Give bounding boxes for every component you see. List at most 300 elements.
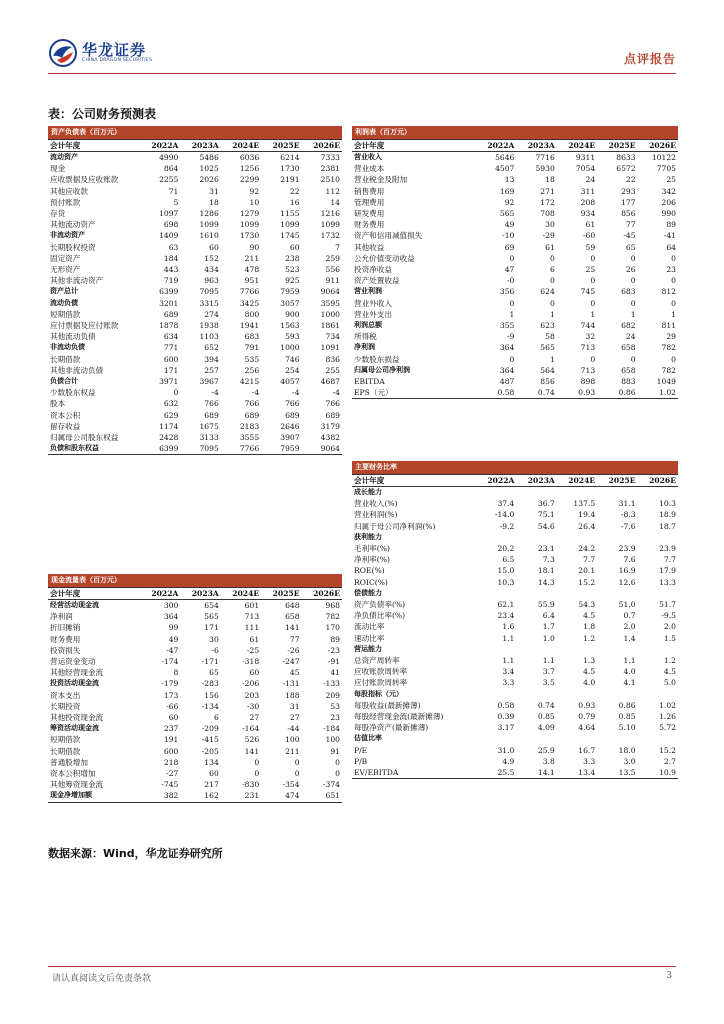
row-label-cell: 留存收益 bbox=[50, 421, 81, 431]
data-table bbox=[352, 139, 678, 399]
value-cell: 0.58 bbox=[476, 387, 516, 399]
value-cell: 3425 bbox=[239, 298, 260, 308]
row-label-cell: 非流动负债 bbox=[50, 343, 85, 352]
value-cell: 32 bbox=[585, 332, 596, 342]
value-cell: 1.2 bbox=[583, 633, 596, 643]
value-cell: 355 bbox=[499, 321, 515, 331]
table-row bbox=[48, 746, 342, 757]
table-title: 现金流量表（百万元） bbox=[48, 574, 342, 587]
header-label-cell: 会计年度 bbox=[48, 588, 140, 600]
value-cell: 7959 bbox=[280, 287, 300, 297]
value-cell: 30 bbox=[209, 634, 219, 644]
value-cell: 719 bbox=[163, 276, 179, 286]
value-cell bbox=[476, 487, 516, 499]
row-label-cell: 资本公积 bbox=[50, 410, 81, 420]
value-cell: 100 bbox=[285, 735, 300, 745]
value-cell: 25 bbox=[666, 175, 676, 185]
value-cell: 16.7 bbox=[578, 745, 596, 755]
balance-sheet-table bbox=[48, 126, 342, 455]
value-cell: 2646 bbox=[280, 421, 300, 431]
value-cell: 141 bbox=[285, 623, 300, 633]
company-logo bbox=[48, 38, 152, 68]
value-cell: 713 bbox=[244, 612, 260, 622]
header-year-cell: 2026E bbox=[302, 588, 342, 600]
table-row bbox=[352, 722, 678, 733]
value-cell bbox=[557, 588, 597, 599]
value-cell: 734 bbox=[325, 332, 340, 342]
table-header-row bbox=[48, 140, 342, 152]
value-cell: -354 bbox=[282, 780, 300, 790]
value-cell: 713 bbox=[580, 343, 596, 353]
header-year-cell: 2025E bbox=[261, 140, 301, 152]
value-cell: -9.5 bbox=[661, 611, 676, 621]
value-cell: 112 bbox=[325, 186, 340, 196]
value-cell: 13 bbox=[504, 175, 515, 185]
row-label-cell: 净利率(%) bbox=[354, 555, 390, 565]
value-cell: 0 bbox=[549, 298, 555, 308]
table-row bbox=[352, 666, 678, 677]
table-row bbox=[352, 745, 678, 756]
row-label-cell: 投资活动现金流 bbox=[50, 679, 99, 688]
value-cell: 134 bbox=[204, 757, 219, 767]
header-year-cell: 2026E bbox=[638, 475, 678, 487]
row-label-cell: 投资净收益 bbox=[354, 265, 392, 275]
value-cell: -4 bbox=[332, 388, 340, 398]
value-cell: 565 bbox=[499, 209, 515, 219]
value-cell: 342 bbox=[661, 186, 676, 196]
value-cell: 654 bbox=[204, 601, 219, 610]
value-cell: 0 bbox=[549, 253, 555, 263]
value-cell: 5486 bbox=[199, 153, 219, 162]
value-cell: 23.9 bbox=[659, 544, 676, 554]
table-row bbox=[352, 588, 678, 599]
value-cell: -4 bbox=[292, 388, 300, 398]
value-cell: 0 bbox=[509, 298, 515, 308]
footer-disclaimer: 请认真阅读文后免责条款 bbox=[52, 974, 152, 984]
table-row bbox=[352, 309, 678, 320]
value-cell: 3907 bbox=[280, 433, 300, 443]
value-cell: 300 bbox=[163, 601, 179, 610]
table-row bbox=[48, 387, 342, 398]
value-cell: 1099 bbox=[320, 220, 340, 230]
value-cell: 3.8 bbox=[542, 756, 555, 766]
value-cell: 782 bbox=[661, 365, 676, 375]
value-cell: 1.3 bbox=[583, 656, 596, 666]
value-cell: -66 bbox=[166, 701, 179, 711]
table-row bbox=[48, 219, 342, 230]
value-cell: 6 bbox=[213, 713, 219, 723]
value-cell: -179 bbox=[161, 679, 179, 689]
table-row bbox=[48, 354, 342, 365]
value-cell: 92 bbox=[249, 186, 260, 196]
value-cell: 55.9 bbox=[537, 600, 555, 610]
value-cell: 22 bbox=[625, 175, 636, 185]
cash-flow-table bbox=[48, 574, 342, 803]
value-cell: 255 bbox=[325, 365, 340, 375]
value-cell: 5.0 bbox=[663, 678, 676, 688]
value-cell: 6036 bbox=[239, 153, 260, 162]
data-table bbox=[48, 139, 342, 455]
row-label-cell: 应付票据及应付账款 bbox=[50, 321, 119, 331]
value-cell: 6 bbox=[549, 265, 555, 275]
header-year-cell: 2022A bbox=[140, 588, 180, 600]
value-cell bbox=[476, 588, 516, 599]
value-cell: 20.1 bbox=[578, 566, 596, 576]
table-row bbox=[352, 174, 678, 185]
value-cell: 10122 bbox=[651, 153, 676, 162]
value-cell: 1.5 bbox=[663, 633, 676, 643]
value-cell bbox=[476, 733, 516, 744]
value-cell: 4.64 bbox=[578, 723, 596, 733]
table-row bbox=[352, 186, 678, 197]
value-cell: 658 bbox=[621, 365, 636, 375]
value-cell: 771 bbox=[163, 343, 179, 353]
value-cell: 951 bbox=[244, 276, 260, 286]
value-cell: 0 bbox=[294, 769, 300, 779]
table-row bbox=[352, 286, 678, 297]
value-cell: 3595 bbox=[320, 298, 340, 308]
value-cell bbox=[597, 532, 637, 543]
value-cell: 1.2 bbox=[663, 656, 676, 666]
row-label-cell: 现金净增加额 bbox=[48, 790, 140, 802]
value-cell: 766 bbox=[325, 399, 340, 409]
table-row bbox=[352, 756, 678, 767]
table-row bbox=[48, 734, 342, 745]
table-row bbox=[352, 275, 678, 286]
row-label-cell: 净负债比率(%) bbox=[354, 611, 406, 621]
row-label-cell: 少数股东损益 bbox=[354, 354, 400, 364]
value-cell: 364 bbox=[163, 612, 179, 622]
row-label-cell: 营业利润(%) bbox=[354, 510, 398, 520]
value-cell: 364 bbox=[499, 343, 515, 353]
value-cell: 0 bbox=[254, 757, 260, 767]
value-cell: 3971 bbox=[159, 377, 179, 387]
value-cell: -374 bbox=[322, 780, 340, 790]
value-cell: 60 bbox=[249, 668, 260, 678]
table-row bbox=[352, 655, 678, 666]
row-label-cell: 普通股增加 bbox=[50, 757, 88, 767]
value-cell: 271 bbox=[540, 186, 555, 196]
value-cell: 526 bbox=[244, 735, 260, 745]
value-cell: 19.4 bbox=[578, 510, 596, 520]
row-label-cell: 营运资金变动 bbox=[50, 657, 96, 667]
row-label-cell: 成长能力 bbox=[354, 488, 382, 496]
value-cell: 1.02 bbox=[638, 387, 678, 399]
value-cell: -184 bbox=[322, 724, 340, 734]
table-row bbox=[352, 767, 678, 779]
data-table bbox=[48, 587, 342, 803]
value-cell: -8.3 bbox=[620, 510, 636, 520]
value-cell: 5.72 bbox=[659, 723, 676, 733]
value-cell: 31.1 bbox=[618, 499, 636, 509]
value-cell: 1732 bbox=[320, 231, 340, 241]
table-row bbox=[48, 667, 342, 678]
value-cell: 0 bbox=[630, 298, 636, 308]
value-cell: -745 bbox=[161, 780, 179, 790]
value-cell: 1000 bbox=[320, 309, 340, 319]
row-label-cell: 速动比率 bbox=[354, 633, 385, 643]
value-cell: 45 bbox=[289, 668, 300, 678]
value-cell: 152 bbox=[204, 253, 219, 263]
value-cell: 169 bbox=[499, 186, 515, 196]
table-row bbox=[48, 197, 342, 208]
value-cell: 5 bbox=[173, 197, 179, 207]
value-cell: -9.2 bbox=[499, 521, 515, 531]
table-row bbox=[48, 600, 342, 612]
value-cell: 0 bbox=[671, 253, 676, 263]
row-label-cell: 研发费用 bbox=[354, 209, 385, 219]
row-label-cell: 长期股权投资 bbox=[50, 242, 96, 252]
value-cell: 14.3 bbox=[537, 577, 555, 587]
value-cell: 3057 bbox=[280, 298, 300, 308]
row-label-cell: 偿债能力 bbox=[354, 588, 382, 597]
row-label-cell: 短期借款 bbox=[50, 735, 81, 745]
row-label-cell: 长期借款 bbox=[50, 746, 81, 756]
value-cell: 25 bbox=[585, 265, 596, 275]
value-cell: 217 bbox=[204, 780, 219, 790]
table-row bbox=[48, 611, 342, 622]
table-row bbox=[352, 298, 678, 309]
value-cell: 1091 bbox=[320, 343, 340, 353]
value-cell: 209 bbox=[325, 690, 340, 700]
row-label-cell: 管理费用 bbox=[354, 197, 385, 207]
value-cell: -131 bbox=[282, 679, 300, 689]
header-year-cell: 2022A bbox=[476, 140, 516, 152]
table-row bbox=[48, 298, 342, 309]
value-cell: 1.02 bbox=[659, 700, 676, 710]
value-cell: 9064 bbox=[320, 287, 340, 297]
table-row bbox=[352, 197, 678, 208]
row-label-cell: 归属母公司净利润 bbox=[354, 365, 410, 374]
table-row bbox=[48, 186, 342, 197]
value-cell: 89 bbox=[330, 634, 340, 644]
table-row bbox=[352, 700, 678, 711]
value-cell: 61 bbox=[545, 242, 555, 252]
value-cell: 156 bbox=[204, 690, 219, 700]
value-cell: 4.0 bbox=[623, 667, 636, 677]
value-cell: -174 bbox=[161, 657, 179, 667]
value-cell: -60 bbox=[582, 231, 596, 241]
row-label-cell: 每股净资产(最新摊薄) bbox=[354, 723, 429, 733]
value-cell: 766 bbox=[204, 399, 219, 409]
value-cell: 218 bbox=[163, 757, 179, 767]
value-cell: -164 bbox=[242, 724, 260, 734]
table-row bbox=[48, 286, 342, 297]
table-row bbox=[48, 264, 342, 275]
value-cell: 689 bbox=[325, 410, 340, 420]
value-cell: 18.9 bbox=[659, 510, 676, 520]
value-cell: 0 bbox=[173, 388, 179, 398]
table-row bbox=[48, 174, 342, 185]
table-row bbox=[48, 376, 342, 387]
value-cell: 211 bbox=[244, 253, 260, 263]
table-row bbox=[352, 387, 678, 399]
row-label-cell: 公允价值变动收益 bbox=[354, 253, 415, 263]
table-row bbox=[352, 532, 678, 543]
value-cell: 632 bbox=[163, 399, 179, 409]
value-cell: 0 bbox=[335, 769, 340, 779]
value-cell: 565 bbox=[204, 612, 219, 622]
value-cell: 64 bbox=[666, 242, 676, 252]
table-row bbox=[352, 498, 678, 509]
table-row bbox=[48, 656, 342, 667]
value-cell: 238 bbox=[285, 253, 300, 263]
value-cell: 689 bbox=[285, 410, 300, 420]
row-label-cell: 财务费用 bbox=[50, 634, 81, 644]
row-label-cell: 其他流动负债 bbox=[50, 332, 96, 342]
value-cell: -6 bbox=[211, 645, 219, 655]
table-row bbox=[48, 421, 342, 432]
table-row bbox=[48, 622, 342, 633]
value-cell: 24 bbox=[585, 175, 596, 185]
value-cell: 51.7 bbox=[659, 600, 676, 610]
value-cell: 1099 bbox=[199, 220, 219, 230]
value-cell bbox=[516, 532, 556, 543]
value-cell: 911 bbox=[325, 276, 340, 286]
value-cell: -25 bbox=[246, 645, 260, 655]
value-cell: 0.86 bbox=[597, 387, 637, 399]
value-cell: 7333 bbox=[320, 153, 340, 162]
row-label-cell: 资产负债率(%) bbox=[354, 600, 406, 610]
table-row bbox=[48, 398, 342, 409]
row-label-cell: 所得税 bbox=[354, 332, 377, 342]
value-cell: 203 bbox=[244, 690, 260, 700]
table-row bbox=[352, 689, 678, 700]
value-cell: 211 bbox=[285, 746, 300, 756]
value-cell bbox=[638, 588, 678, 599]
value-cell: 27 bbox=[249, 713, 260, 723]
value-cell: 77 bbox=[625, 220, 636, 230]
value-cell: 1049 bbox=[656, 377, 676, 387]
table-row bbox=[48, 320, 342, 331]
value-cell: 49 bbox=[504, 220, 515, 230]
table-row bbox=[352, 354, 678, 365]
value-cell: 556 bbox=[325, 265, 340, 275]
header-year-cell: 2024E bbox=[557, 140, 597, 152]
row-label-cell: 其他筹资现金流 bbox=[50, 780, 104, 790]
value-cell: 5646 bbox=[495, 153, 515, 162]
row-label-cell: 其他收益 bbox=[354, 242, 385, 252]
value-cell: 394 bbox=[204, 354, 219, 364]
row-label-cell: 非流动资产 bbox=[50, 231, 85, 240]
table-row bbox=[48, 432, 342, 443]
value-cell: 382 bbox=[140, 790, 180, 802]
table-row bbox=[48, 790, 342, 802]
table-row bbox=[48, 768, 342, 779]
data-table bbox=[352, 474, 678, 779]
row-label-cell: 其他应收款 bbox=[50, 186, 88, 196]
value-cell: 184 bbox=[163, 253, 179, 263]
value-cell: 3.3 bbox=[502, 678, 515, 688]
value-cell: 7.7 bbox=[663, 555, 676, 565]
row-label-cell: EPS（元） bbox=[352, 387, 476, 399]
value-cell: 6399 bbox=[140, 443, 180, 455]
row-label-cell: 获利能力 bbox=[354, 532, 382, 541]
value-cell: 0 bbox=[335, 757, 340, 767]
value-cell: 54.6 bbox=[537, 521, 555, 531]
value-cell: 0 bbox=[590, 298, 596, 308]
value-cell: 90 bbox=[249, 242, 260, 252]
value-cell: 311 bbox=[580, 186, 596, 196]
value-cell: 836 bbox=[325, 354, 340, 364]
value-cell: 3315 bbox=[199, 298, 219, 308]
table-row bbox=[352, 599, 678, 610]
value-cell bbox=[597, 487, 637, 499]
value-cell bbox=[557, 487, 597, 499]
value-cell: 69 bbox=[504, 242, 515, 252]
header-year-cell: 2022A bbox=[476, 475, 516, 487]
table-row bbox=[48, 410, 342, 421]
row-label-cell: 营业外支出 bbox=[354, 309, 392, 319]
header-label-cell: 会计年度 bbox=[352, 475, 476, 487]
value-cell: 62.1 bbox=[497, 600, 515, 610]
header-year-cell: 2025E bbox=[261, 588, 301, 600]
row-label-cell: 其他流动资产 bbox=[50, 220, 96, 230]
value-cell bbox=[638, 487, 678, 499]
row-label-cell: 营业外收入 bbox=[354, 298, 392, 308]
table-row bbox=[48, 331, 342, 342]
value-cell: 5.10 bbox=[618, 723, 636, 733]
value-cell: 652 bbox=[204, 343, 219, 353]
value-cell: 23 bbox=[666, 265, 676, 275]
value-cell: 1938 bbox=[199, 321, 219, 331]
table-row bbox=[352, 152, 678, 164]
table-row bbox=[352, 163, 678, 174]
value-cell: 29 bbox=[666, 332, 676, 342]
value-cell: 31 bbox=[209, 186, 219, 196]
value-cell: 7959 bbox=[261, 443, 301, 455]
value-cell: 1174 bbox=[159, 421, 179, 431]
value-cell: 137.5 bbox=[573, 499, 596, 509]
value-cell: 1745 bbox=[280, 231, 300, 241]
value-cell: 3179 bbox=[320, 421, 340, 431]
value-cell: 478 bbox=[244, 265, 260, 275]
row-label-cell: P/E bbox=[354, 745, 368, 755]
table-row bbox=[48, 342, 342, 353]
value-cell: 364 bbox=[499, 365, 515, 375]
row-label-cell: 资产处置收益 bbox=[354, 276, 400, 286]
value-cell bbox=[557, 689, 597, 700]
value-cell: 623 bbox=[540, 321, 555, 331]
value-cell: 60 bbox=[289, 242, 300, 252]
value-cell bbox=[516, 733, 556, 744]
value-cell: 934 bbox=[580, 209, 596, 219]
value-cell: 0 bbox=[671, 354, 676, 364]
value-cell: 1 bbox=[630, 309, 636, 319]
value-cell: 16 bbox=[289, 197, 300, 207]
dragon-logo-icon bbox=[48, 38, 78, 68]
row-label-cell: 存货 bbox=[50, 209, 66, 219]
table-row bbox=[352, 242, 678, 253]
table-row bbox=[352, 219, 678, 230]
value-cell: 782 bbox=[325, 612, 340, 622]
value-cell: 4215 bbox=[239, 377, 260, 387]
value-cell: 1.26 bbox=[659, 712, 676, 722]
value-cell: 651 bbox=[302, 790, 342, 802]
value-cell: 356 bbox=[499, 287, 515, 297]
value-cell: 7.7 bbox=[583, 555, 596, 565]
row-label-cell: 营业收入 bbox=[354, 153, 382, 161]
value-cell: 91 bbox=[330, 746, 340, 756]
value-cell bbox=[638, 689, 678, 700]
row-label-cell: 经营活动现金流 bbox=[50, 601, 99, 609]
row-label-cell: 营业税金及附加 bbox=[354, 175, 408, 185]
row-label-cell: 应收账款周转率 bbox=[354, 667, 408, 677]
value-cell bbox=[476, 689, 516, 700]
value-cell: 18.0 bbox=[618, 745, 636, 755]
value-cell: 173 bbox=[163, 690, 179, 700]
row-label-cell: 流动比率 bbox=[354, 622, 385, 632]
